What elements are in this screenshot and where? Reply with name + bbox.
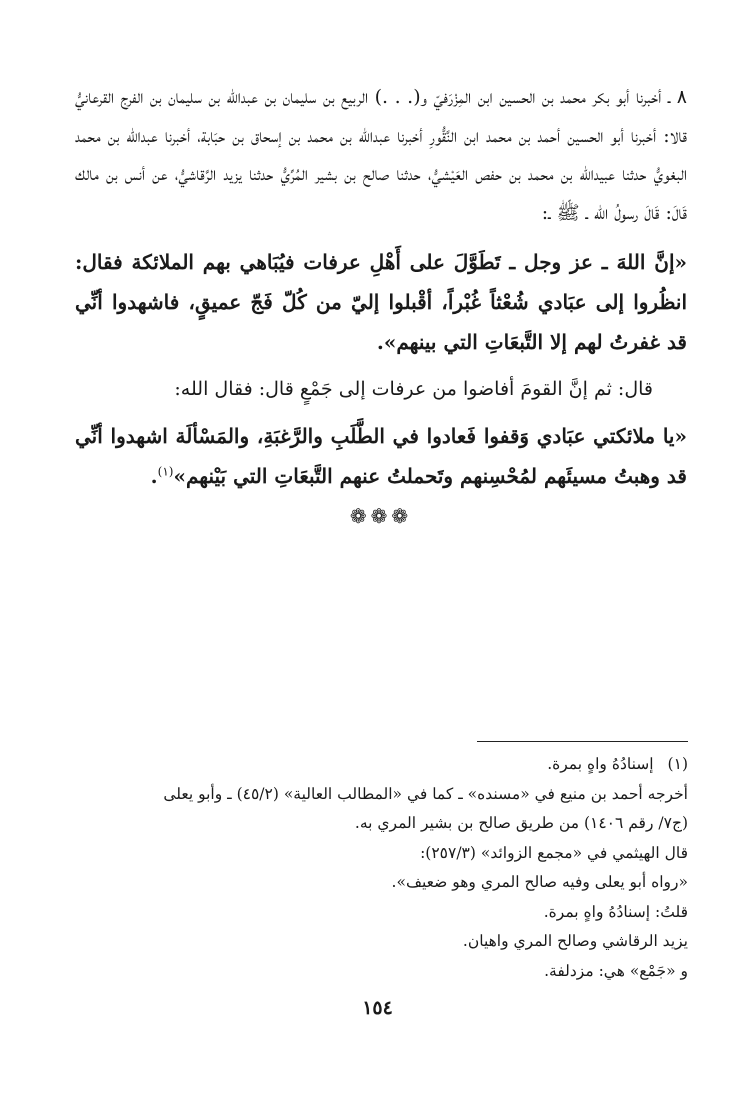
footnote-line-text: إسنادُهُ واهٍ بمرة.: [547, 755, 654, 773]
section-ornament: ❁❁❁: [349, 504, 413, 528]
isnad-paragraph: ٨ ـ أخبرنا أبو بكر محمد بن الحسين ابن المِزْرَفيّ و(. . .) الربيع بن سليمان بن عبدالله بن سليمان بن الفرج القرعانيُّ قالا: أخبرنا أبو الحسين أحمد بن محمد ابن النَّقُّورِ أخبرنا عبدالله بن محمد بن إسحاق بن حبَابة، أخبرنا عبدالله بن محمد البغويُّ حدثنا عبيدالله بن محمد بن حفص العَيْشيُّ، حدثنا صالح بن بشير المُرِّيُّ حدثنا يزيد الرَّقاشيُّ، عن أنس بن مالك قَالَ: قَالَ رسولُ الله ـ ﷺ ـ:: [75, 86, 687, 224]
footnote-separator: [477, 741, 688, 742]
hadith-text-1: «إنَّ اللهَ ـ عز وجل ـ تَطَوَّلَ على أَهْلِ عرفات فيُبَاهي بهم الملائكة فقال: انظُروا إلى عبَادي شُعْثاً غُبْراً، أقْبلوا إليّ من كُلّ فَجّ عميقٍ، فاشهدوا أنِّي قد غفرتُ لهم إلا التَّبعَاتِ التي بينهم».: [75, 250, 687, 354]
narration-line: قال: ثم إنَّ القومَ أفاضوا من عرفات إلى جَمْعٍ قال: فقال الله:: [174, 378, 653, 400]
footnotes: [80, 750, 688, 986]
footnote-line: قلتُ: إسنادُهُ واهٍ بمرة.: [543, 902, 688, 921]
footnote-line: قال الهيثمي في «مجمع الزوائد» (٢٥٧/٣):: [420, 843, 688, 862]
main-text: [75, 78, 687, 528]
footnote-line: و «جَمْع» هي: مزدلفة.: [544, 961, 688, 980]
footnote-line: (ج٧/ رقم ١٤٠٦) من طريق صالح بن بشير المري به.: [354, 814, 688, 832]
page-number: ١٥٤: [362, 997, 393, 1019]
footnote-line: «رواه أبو يعلى وفيه صالح المري وهو ضعيف».: [391, 873, 688, 891]
footnote-line: أخرجه أحمد بن منيع في «مسنده» ـ كما في «المطالب العالية» (٤٥/٢) ـ وأبو يعلى: [163, 784, 688, 803]
hadith-text-2-body: «يا ملائكتي عبَادي وَقفوا فَعادوا في الطَّلَبِ والرَّغبَةِ، والمَسْألَة اشهدوا أنِّي قد وهبتُ مسيئَهم لمُحْسِنهم وتَحملتُ عنهم التَّبعَاتِ التي بَيْنهم»: [75, 424, 687, 488]
footnote-line: يزيد الرقاشي وصالح المري واهيان.: [462, 932, 688, 950]
footnote-line: [80, 750, 688, 780]
footnote-number: (١): [667, 755, 688, 773]
hadith-text-2: «يا ملائكتي عبَادي وَقفوا فَعادوا في الطَّلَبِ والرَّغبَةِ، والمَسْألَة اشهدوا أنِّي قد وهبتُ مسيئَهم لمُحْسِنهم وتَحملتُ عنهم التَّبعَاتِ التي بَيْنهم»$^{(١)}$.: [75, 424, 687, 488]
footnote-marker[interactable]: (١): [157, 464, 174, 479]
